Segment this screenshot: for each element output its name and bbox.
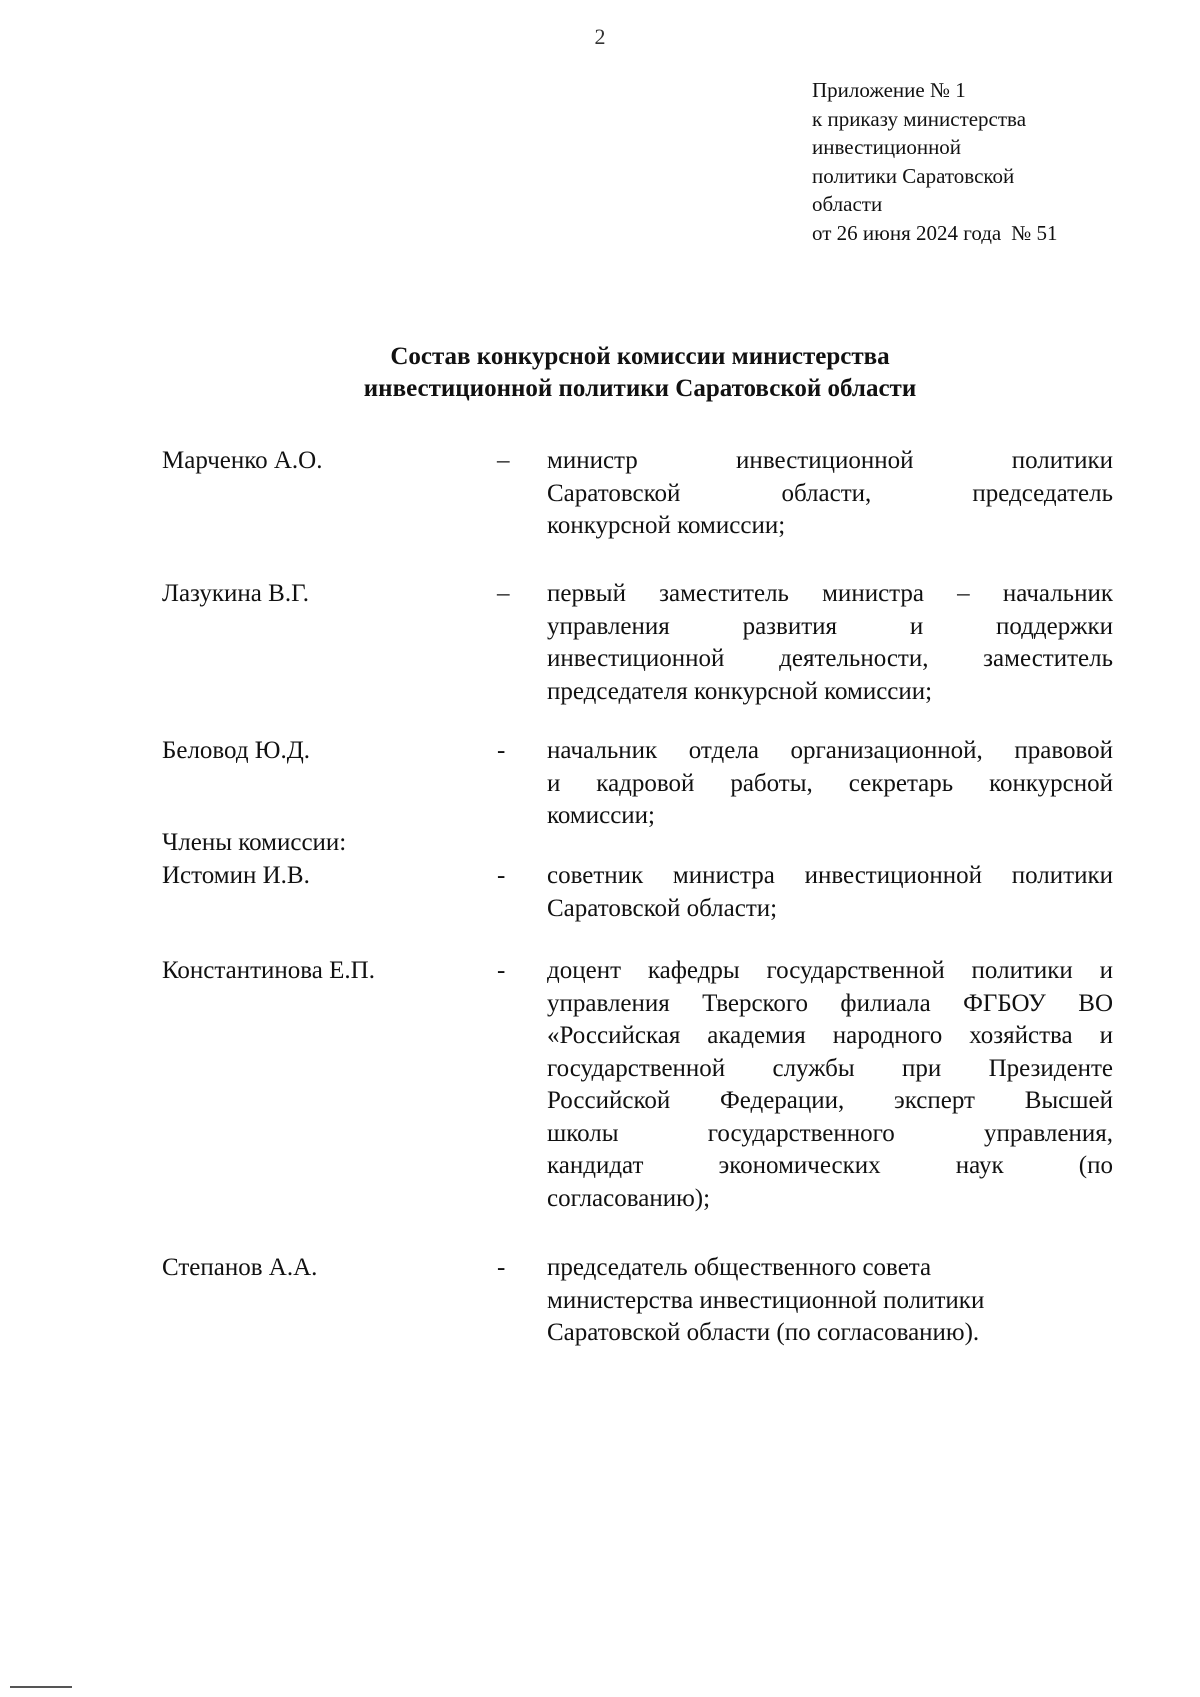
appendix-line: Приложение № 1 (812, 78, 966, 102)
member-dash: - (497, 1254, 506, 1281)
member-role (547, 445, 1113, 543)
member-name: Истомин И.В. (162, 862, 310, 889)
member-role (547, 735, 1113, 833)
members-label: Члены комиссии: (162, 829, 347, 856)
member-dash: – (497, 447, 510, 474)
member-dash: - (497, 862, 506, 889)
member-name: Степанов А.А. (162, 1254, 318, 1281)
member-dash: – (497, 580, 510, 607)
member-dash: - (497, 737, 506, 764)
role-line: конкурсной комиссии; (547, 512, 786, 539)
appendix-date-line (812, 219, 1142, 248)
member-role (547, 578, 1113, 708)
role-line: доцент кафедры государственной политики и (547, 957, 1113, 984)
appendix-line: области (812, 192, 883, 216)
role-line: министерства инвестиционной политики (547, 1286, 985, 1314)
role-line: председатель общественного совета (547, 1254, 932, 1281)
member-role (547, 955, 1113, 1215)
role-line: Саратовской области, председатель (547, 479, 1113, 507)
appendix-line: инвестиционной (812, 135, 962, 159)
page-number: 2 (594, 24, 606, 49)
appendix-order-number: № 51 (1011, 220, 1058, 245)
role-line: «Российская академия народного хозяйства и (547, 1022, 1113, 1049)
role-line: управления Тверского филиала ФГБОУ ВО (547, 989, 1113, 1017)
role-line: и кадровой работы, секретарь конкурсной (547, 769, 1113, 797)
member-role (547, 1252, 1113, 1350)
appendix-line: политики Саратовской (812, 163, 1015, 188)
role-line: председателя конкурсной комиссии; (547, 677, 933, 705)
member-dash: - (497, 957, 506, 984)
role-line: комиссии; (547, 802, 655, 829)
role-line: Саратовской области (по согласованию). (547, 1319, 980, 1346)
member-name: Лазукина В.Г. (162, 580, 309, 607)
role-line: первый заместитель министра – начальник (547, 580, 1113, 607)
role-line: управления развития и поддержки (547, 612, 1113, 640)
member-name: Беловод Ю.Д. (162, 737, 311, 764)
role-line: согласованию); (547, 1184, 711, 1212)
member-role (547, 860, 1113, 925)
member-name: Константинова Е.П. (162, 957, 375, 984)
role-line: советник министра инвестиционной политики (547, 862, 1113, 889)
appendix-line: к приказу министерства (812, 106, 1027, 131)
role-line: Российской Федерации, эксперт Высшей (547, 1087, 1113, 1114)
document-title (0, 341, 1200, 405)
scan-edge-mark (10, 1686, 72, 1688)
role-line: министр инвестиционной политики (547, 447, 1113, 474)
role-line: Саратовской области; (547, 894, 778, 922)
role-line: государственной службы при Президенте (547, 1054, 1113, 1082)
role-line: начальник отдела организационной, правовой (547, 737, 1113, 764)
title-line-2: инвестиционной политики Саратовской области (363, 375, 917, 402)
appendix-block (812, 76, 1142, 247)
title-line-1: Состав конкурсной комиссии министерства (390, 343, 890, 370)
member-name: Марченко А.О. (162, 447, 323, 474)
role-line: инвестиционной деятельности, заместитель (547, 645, 1113, 672)
role-line: школы государственного управления, (547, 1119, 1113, 1147)
appendix-date: от 26 июня 2024 года (812, 220, 1002, 245)
role-line: кандидат экономических наук (по (547, 1152, 1113, 1179)
